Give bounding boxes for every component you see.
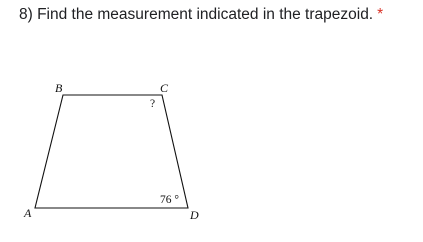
vertex-label-c: C [160,81,169,95]
vertex-label-b: B [55,81,63,95]
vertex-label-a: A [24,206,32,220]
required-asterisk: * [377,6,384,23]
angle-d-label: 76 ° [160,194,179,206]
vertex-label-d: D [190,208,199,222]
angle-c-label: ? [150,98,156,110]
trapezoid-shape [35,95,188,208]
question-text: 8) Find the measurement indicated in the trapezoid. [19,6,374,23]
